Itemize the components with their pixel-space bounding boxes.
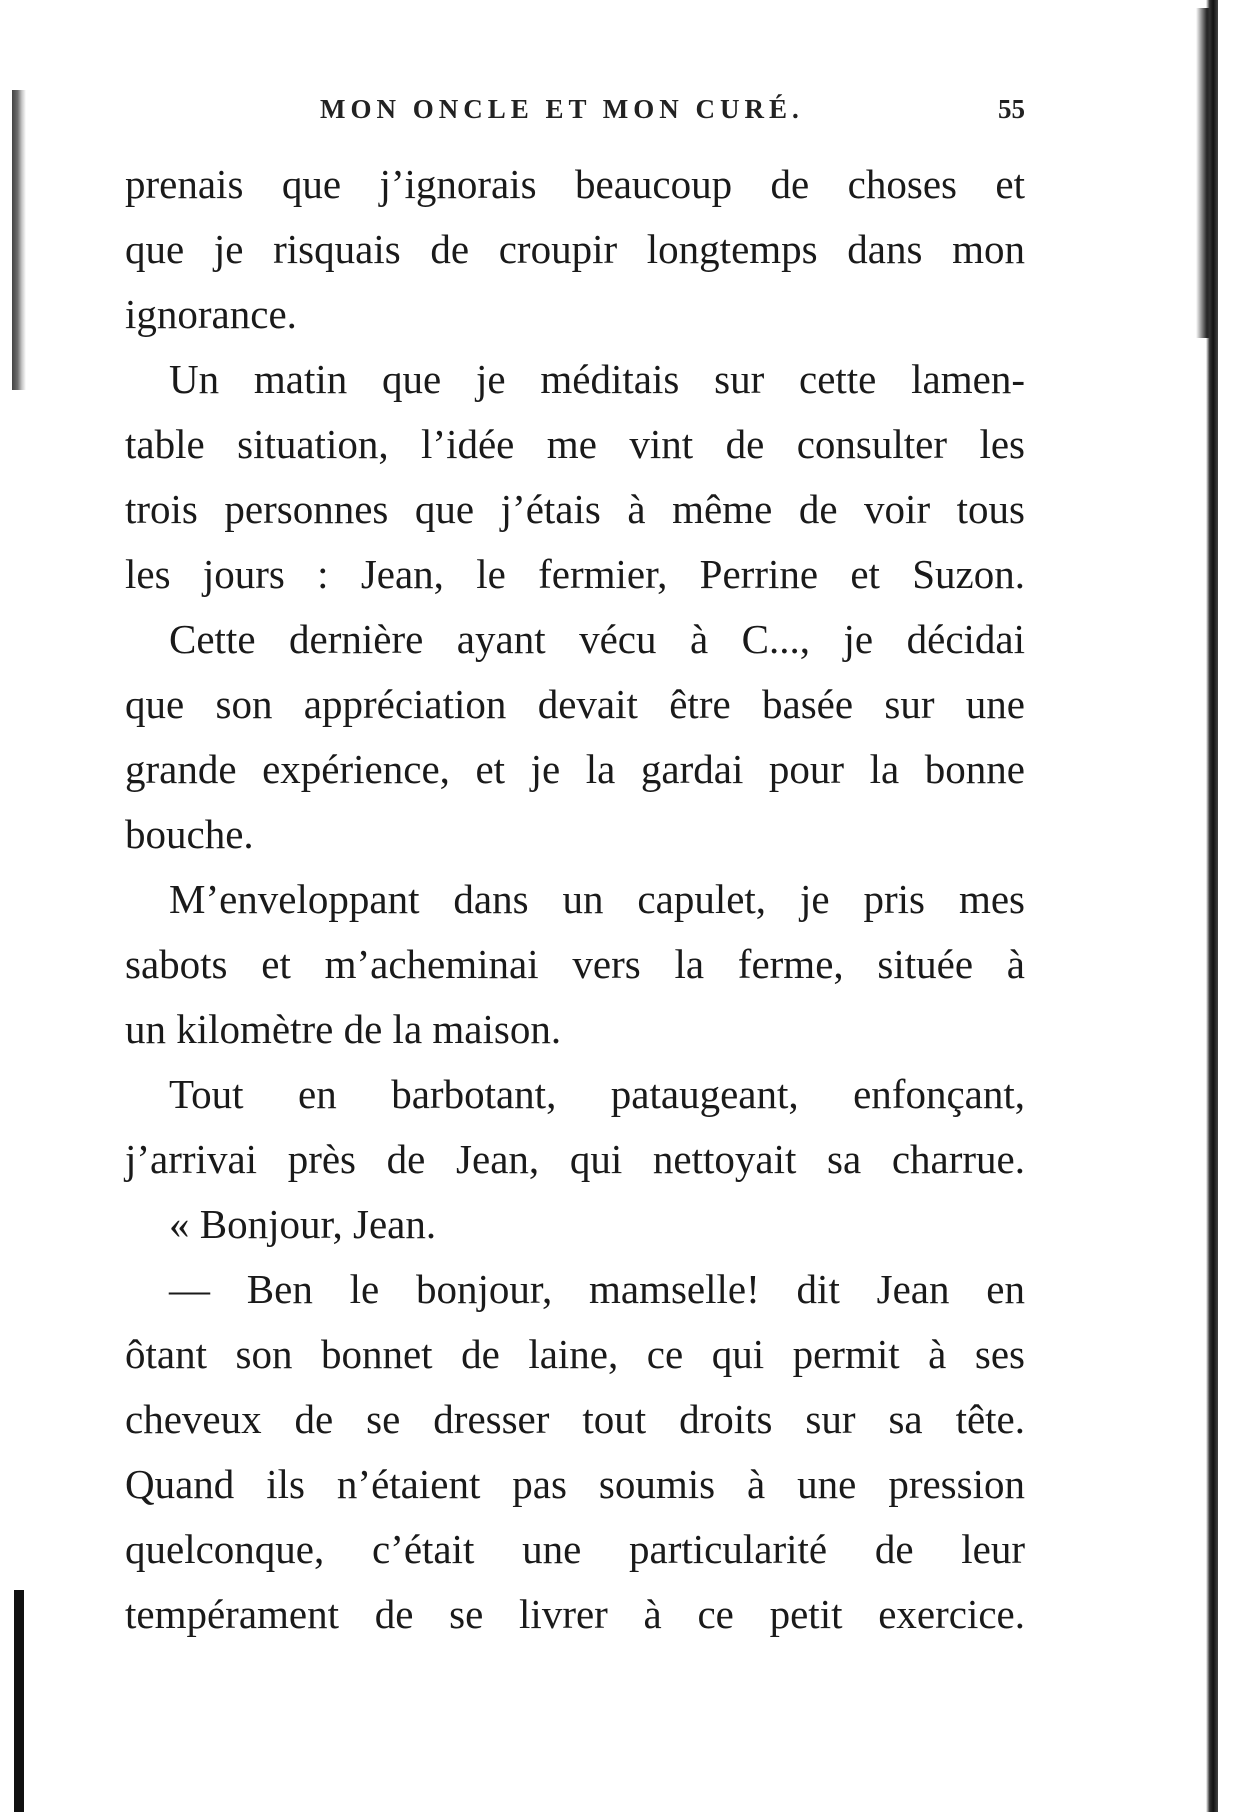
text-line: Tout en barbotant, pataugeant, enfonçant,: [169, 1071, 1025, 1117]
scan-edge-right: [1206, 0, 1218, 1812]
text-line: Quand ils n’étaient pas soumis à une pression: [125, 1461, 1025, 1507]
text-line: ôtant son bonnet de laine, ce qui permit à ses: [125, 1331, 1025, 1377]
text-line: tempérament de se livrer à ce petit exercice.: [125, 1591, 1025, 1637]
text-line: que son appréciation devait être basée sur une: [125, 681, 1025, 727]
text-line: prenais que j’ignorais beaucoup de choses et: [125, 161, 1025, 207]
text-line: que je risquais de croupir longtemps dans mon: [125, 226, 1025, 272]
text-line: les jours : Jean, le fermier, Perrine et Suzon.: [125, 551, 1025, 597]
text-line: un kilomètre de la maison.: [125, 1006, 562, 1052]
text-line: cheveux de se dresser tout droits sur sa tête.: [125, 1396, 1025, 1442]
text-line: sabots et m’acheminai vers la ferme, située à: [125, 941, 1025, 987]
text-line: grande expérience, et je la gardai pour la bonne: [125, 746, 1025, 792]
text-line: j’arrivai près de Jean, qui nettoyait sa charrue.: [125, 1136, 1025, 1182]
text-line: — Ben le bonjour, mamselle! dit Jean en: [169, 1266, 1025, 1312]
scan-edge-left-top: [12, 90, 26, 390]
body-text: [125, 152, 1025, 1647]
text-line: « Bonjour, Jean.: [169, 1201, 437, 1247]
text-line: Un matin que je méditais sur cette lamen-: [169, 356, 1025, 402]
text-line: quelconque, c’était une particularité de leur: [125, 1526, 1025, 1572]
text-line: table situation, l’idée me vint de consulter les: [125, 421, 1025, 467]
text-line: M’enveloppant dans un capulet, je pris mes: [169, 876, 1025, 922]
text-line: Cette dernière ayant vécu à C..., je décidai: [169, 616, 1025, 662]
text-line: ignorance.: [125, 291, 297, 337]
scan-edge-left-bottom: [14, 1590, 24, 1812]
text-line: trois personnes que j’étais à même de voir tous: [125, 486, 1025, 532]
running-title: MON ONCLE ET MON CURÉ.: [320, 94, 804, 124]
text-line: bouche.: [125, 811, 254, 857]
page-header: [125, 94, 1025, 134]
page-number: 55: [998, 94, 1025, 124]
